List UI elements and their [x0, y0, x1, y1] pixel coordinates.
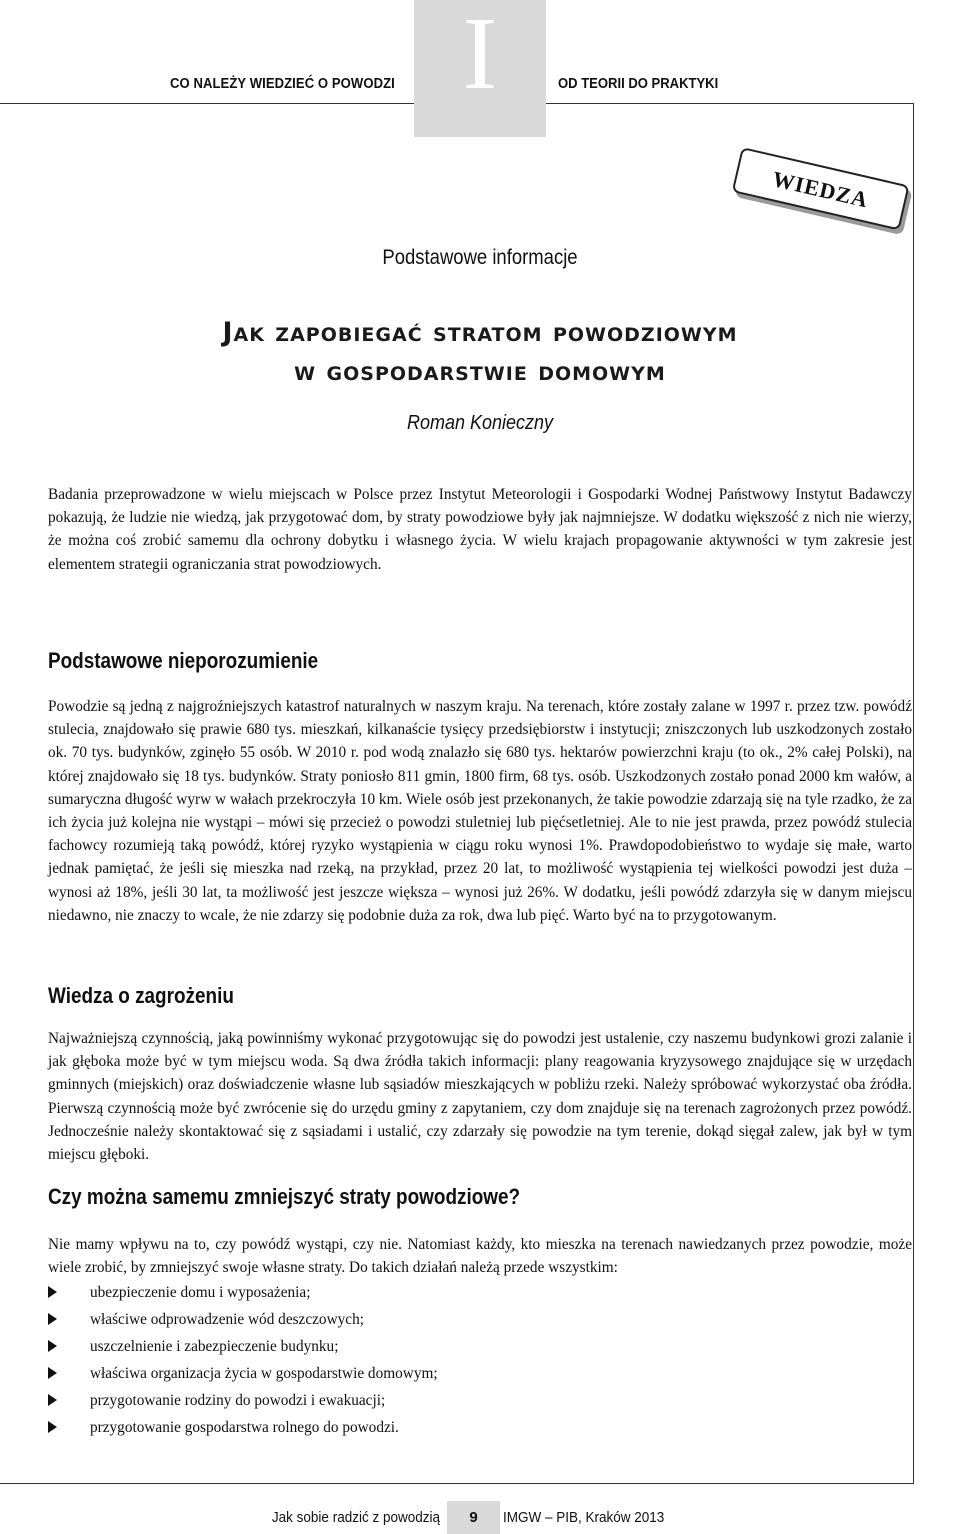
- bullet-triangle-icon: [48, 1286, 57, 1298]
- bullet-triangle-icon: [48, 1313, 57, 1325]
- chapter-number: I: [462, 0, 498, 111]
- category-tag: [732, 147, 910, 231]
- header-rule-right: [546, 103, 914, 104]
- list-item: [48, 1416, 912, 1443]
- section-paragraph-reduce-losses: Nie mamy wpływu na to, czy powódź wystąpi, czy nie. Natomiast każdy, kto mieszka na terenach nawiedzanych przez powodzie, może wiele zrobić, by zmniejszyć swoje własne straty. Do takich działań należą przede wszystkim:: [48, 1236, 912, 1277]
- article-title-line-1: Jak zapobiegać stratom powodziowym: [222, 317, 738, 348]
- section-heading-reduce-losses: Czy można samemu zmniejszyć straty powodziowe?: [48, 1184, 521, 1209]
- header-left-title: CO NALEŻY WIEDZIEĆ O POWODZI: [170, 76, 395, 92]
- list-item: [48, 1308, 912, 1335]
- chapter-box: [414, 0, 546, 137]
- bullet-triangle-icon: [48, 1394, 57, 1406]
- bullet-triangle-icon: [48, 1367, 57, 1379]
- section-label: Podstawowe informacje: [382, 246, 578, 269]
- list-item-text: przygotowanie rodziny do powodzi i ewakuacji;: [90, 1392, 386, 1409]
- list-item-text: ubezpieczenie domu i wyposażenia;: [90, 1284, 311, 1301]
- article-title-line-2: w gospodarstwie domowym: [294, 356, 666, 387]
- section-paragraph-threat-knowledge: Najważniejszą czynnością, jaką powinniśmy wykonać przygotowując się do powodzi jest ustalenie, czy naszemu budynkowi grozi zalanie i jak głęboka może być w tym miejscu woda. Są dwa źródła takich informacji: plany reagowania kryzysowego znajdujące się w urzędach gminnych (miejskich) oraz doświadczenie własne lub sąsiadów mieszkających w pobliżu rzeki. Należy spróbować wykorzystać oba źródła. Pierwszą czynnością może być zwrócenie się do urzędu gminy z zapytaniem, czy dom znajduje się na terenach zagrożonych przez powódź. Jednocześnie należy skontaktować się z sąsiadami i ustalić, czy zdarzały się powodzie na tym terenie, dokąd sięgał zalew, jak był w tym miejscu głęboki.: [48, 1030, 912, 1164]
- tag-label: WIEDZA: [770, 166, 871, 213]
- list-item-text: uszczelnienie i zabezpieczenie budynku;: [90, 1338, 339, 1355]
- frame-right-border: [913, 103, 914, 1483]
- author-name: Roman Konieczny: [406, 412, 554, 434]
- tag-body: [732, 147, 910, 231]
- page-number-box: [447, 1501, 500, 1534]
- list-item-text: przygotowanie gospodarstwa rolnego do powodzi.: [90, 1419, 399, 1436]
- footer-publication-title: Jak sobie radzić z powodzią: [271, 1509, 440, 1526]
- list-item-text: właściwa organizacja życia w gospodarstwie domowym;: [90, 1365, 438, 1382]
- list-item: [48, 1362, 912, 1389]
- list-item-text: właściwe odprowadzenie wód deszczowych;: [90, 1311, 364, 1328]
- bullet-triangle-icon: [48, 1340, 57, 1352]
- list-item: [48, 1335, 912, 1362]
- section-paragraph-misunderstanding: Powodzie są jedną z najgroźniejszych katastrof naturalnych w naszym kraju. Na terenach, które zostały zalane w 1997 r. przez tzw. powódź stulecia, znajdowało się prawie 680 tys. mieszkań, kilkanaście tysięcy przedsiębiorstw i instytucji; zniszczonych lub uszkodzonych zostało ok. 70 tys. budynków, zginęło 55 osób. W 2010 r. pod wodą znalazło się 680 tys. hektarów powierzchni kraju (to ok., 2% całej Polski), na której znajdowało się 18 tys. budynków. Straty poniosło 811 gmin, 1800 firm, 68 tys. osób. Uszkodzonych zostało ponad 2000 km wałów, a sumaryczna długość wyrw w wałach przekroczyła 10 km. Wiele osób jest przekonanych, że takie powodzie zdarzają się na tyle rzadko, że za ich życia już kolejna nie wystąpi – mówi się przecież o powodzi stuletniej lub pięćsetletniej. Ale to nie jest prawda, przez powódź stulecia fachowcy rozumieją taką powódź, której ryzyko wystąpienia w ciągu roku wynosi 1%. Prawdopodobieństwo to wydaje się małe, warto jednak pamiętać, że jeśli się mieszka nad rzeką, na przykład, przez 20 lat, to możliwość wystąpienia tej wielkości powodzi jest duża – wynosi aż 18%, jeśli 30 lat, ta możliwość jest jeszcze większa – wynosi już 26%. W dodatku, jeśli powódź zdarzyła się w danym miejscu niedawno, nie znaczy to wcale, że nie zdarzy się podobnie duża za rok, dwa lub pięć. Warto być na to przygotowanym.: [48, 698, 912, 924]
- bullet-triangle-icon: [48, 1421, 57, 1433]
- frame-bottom-border: [0, 1483, 914, 1484]
- intro-paragraph: Badania przeprowadzone w wielu miejscach w Polsce przez Instytut Meteorologii i Gospodarki Wodnej Państwowy Instytut Badawczy pokazują, że ludzie nie wiedzą, jak przygotować dom, by straty powodziowe były jak najmniejsze. W dodatku większość z nich nie wierzy, że można coś zrobić samemu dla ochrony dobytku i własnego życia. W wielu krajach propagowanie aktywności w tym zakresie jest elementem strategii ograniczania strat powodziowych.: [48, 486, 912, 573]
- page-number: 9: [469, 1509, 478, 1526]
- list-item: [48, 1389, 912, 1416]
- header-rule-left: [0, 103, 414, 104]
- section-heading-threat-knowledge: Wiedza o zagrożeniu: [48, 983, 234, 1008]
- header-right-title: OD TEORII DO PRAKTYKI: [558, 76, 719, 92]
- list-item: [48, 1281, 912, 1308]
- action-list: [48, 1281, 912, 1443]
- section-heading-misunderstanding: Podstawowe nieporozumienie: [48, 648, 319, 673]
- footer-publisher: IMGW – PIB, Kraków 2013: [503, 1509, 665, 1526]
